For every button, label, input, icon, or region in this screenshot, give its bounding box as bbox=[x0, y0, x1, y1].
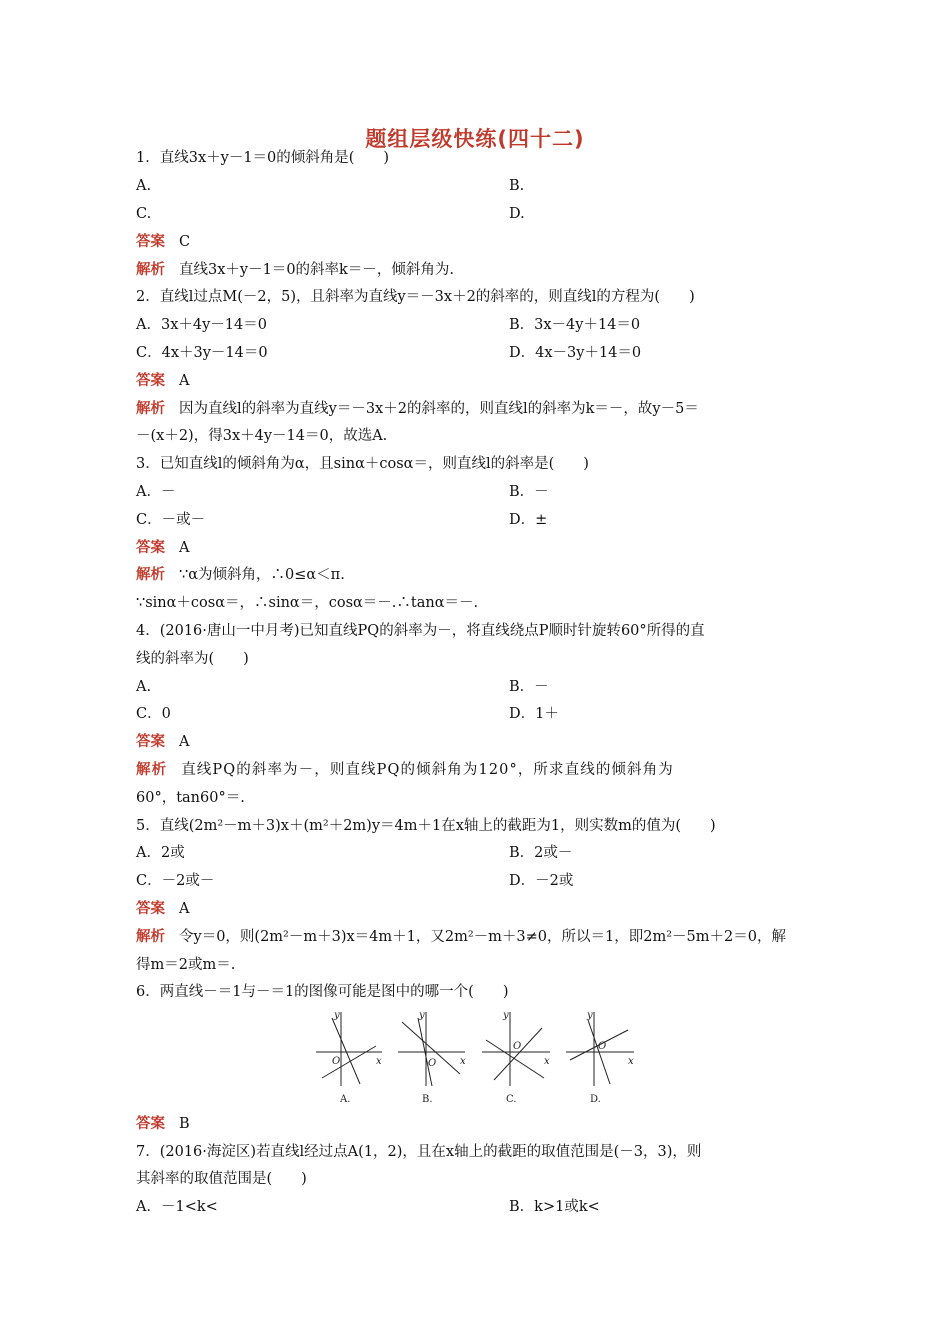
q1-stem: 1．直线3x＋y－1＝0的倾斜角是( ) bbox=[136, 150, 390, 166]
page-title: 题组层级快练(四十二) bbox=[365, 127, 585, 151]
q3-analysis bbox=[136, 565, 345, 585]
q1-option-c: C. bbox=[136, 206, 152, 222]
analysis-label: 解析 bbox=[136, 567, 165, 583]
q4-stem-1: 4．(2016·唐山一中月考)已知直线PQ的斜率为－，将直线绕点P顺时针旋转60°所得的直 bbox=[136, 623, 705, 639]
answer-label: 答案 bbox=[136, 234, 165, 250]
answer-label: 答案 bbox=[136, 734, 165, 750]
q4-option-c: C．0 bbox=[136, 706, 171, 722]
q4-analysis-text-1: 直线PQ的斜率为－，则直线PQ的倾斜角为120°，所求直线的倾斜角为 bbox=[181, 762, 674, 778]
q5-analysis bbox=[136, 927, 786, 947]
q4-analysis-text-2: 60°，tan60°＝. bbox=[136, 790, 245, 806]
answer-label: 答案 bbox=[136, 901, 165, 917]
q7-option-b: B．k>1或k< bbox=[509, 1199, 600, 1215]
q5-analysis-text-1: 令y＝0，则(2m²－m＋3)x＝4m＋1，又2m²－m＋3≠0，所以＝1，即2m²－5m＋2＝0，解 bbox=[179, 929, 786, 945]
q1-option-d: D. bbox=[509, 206, 525, 222]
figure-panel-a bbox=[316, 1012, 382, 1086]
q1-analysis-text: 直线3x＋y－1＝0的斜率k＝－，倾斜角为. bbox=[179, 262, 454, 278]
q3-option-a: A．－ bbox=[136, 484, 176, 500]
q2-option-d: D．4x－3y＋14＝0 bbox=[509, 345, 642, 361]
origin-label-a: O bbox=[332, 1056, 341, 1067]
axis-x-label-b: x bbox=[460, 1056, 466, 1067]
q5-analysis-text-2: 得m＝2或m＝. bbox=[136, 957, 236, 973]
analysis-label: 解析 bbox=[136, 929, 165, 945]
q6-answer-value: B bbox=[179, 1116, 190, 1132]
origin-label-d: O bbox=[598, 1041, 607, 1052]
q5-answer-value: A bbox=[179, 901, 190, 917]
q7-stem-1: 7．(2016·海淀区)若直线l经过点A(1，2)，且在x轴上的截距的取值范围是(－3，3)，则 bbox=[136, 1144, 702, 1160]
q2-answer-value: A bbox=[179, 373, 190, 389]
axis-y-label-a: y bbox=[334, 1010, 340, 1021]
q1-analysis bbox=[136, 260, 454, 280]
q1-option-b: B. bbox=[509, 178, 525, 194]
q2-analysis-text-2: －(x＋2)，得3x＋4y－14＝0，故选A. bbox=[136, 428, 388, 444]
axis-x-label-d: x bbox=[628, 1056, 634, 1067]
axis-y-label-c: y bbox=[503, 1010, 509, 1021]
q3-analysis-text-2: ∵sinα＋cosα＝，∴sinα＝，cosα＝－.∴tanα＝－. bbox=[136, 595, 479, 611]
q5-option-d: D．－2或 bbox=[509, 873, 574, 889]
q2-option-a: A．3x＋4y－14＝0 bbox=[136, 317, 267, 333]
answer-label: 答案 bbox=[136, 540, 165, 556]
q4-analysis bbox=[136, 760, 674, 780]
q2-analysis bbox=[136, 399, 699, 419]
q3-option-d: D．± bbox=[509, 512, 548, 528]
analysis-label: 解析 bbox=[136, 762, 168, 778]
q1-answer-value: C bbox=[179, 234, 191, 250]
q5-answer bbox=[136, 899, 189, 919]
q4-option-b: B．－ bbox=[509, 679, 549, 695]
analysis-label: 解析 bbox=[136, 262, 165, 278]
q3-answer-value: A bbox=[179, 540, 190, 556]
q6-figure bbox=[310, 1006, 640, 1106]
q3-analysis-text-1: ∵α为倾斜角，∴0≤α＜π. bbox=[179, 567, 345, 583]
figure-label-a: A. bbox=[340, 1094, 351, 1105]
figure-label-c: C. bbox=[506, 1094, 517, 1105]
q5-option-a: A．2或 bbox=[136, 845, 185, 861]
figure-label-d: D. bbox=[590, 1094, 601, 1105]
q3-option-b: B．－ bbox=[509, 484, 549, 500]
q4-option-a: A. bbox=[136, 679, 152, 695]
axis-x-label-a: x bbox=[376, 1056, 382, 1067]
q2-stem: 2．直线l过点M(－2，5)，且斜率为直线y＝－3x＋2的斜率的，则直线l的方程为( ) bbox=[136, 289, 695, 305]
q6-stem: 6．两直线－＝1与－＝1的图像可能是图中的哪一个( ) bbox=[136, 984, 509, 1000]
origin-label-c: O bbox=[513, 1041, 522, 1052]
axis-y-label-b: y bbox=[419, 1010, 425, 1021]
answer-label: 答案 bbox=[136, 1116, 165, 1132]
q5-stem: 5．直线(2m²－m＋3)x＋(m²＋2m)y＝4m＋1在x轴上的截距为1，则实数m的值为( ) bbox=[136, 818, 716, 834]
q2-answer bbox=[136, 371, 189, 391]
q4-option-d: D．1＋ bbox=[509, 706, 559, 722]
q2-option-c: C．4x＋3y－14＝0 bbox=[136, 345, 268, 361]
axis-y-label-d: y bbox=[587, 1010, 593, 1021]
q4-answer-value: A bbox=[179, 734, 190, 750]
q3-option-c: C．－或－ bbox=[136, 512, 206, 528]
q5-option-c: C．－2或－ bbox=[136, 873, 215, 889]
origin-label-b: O bbox=[428, 1058, 437, 1069]
q7-option-a: A．－1<k< bbox=[136, 1199, 218, 1215]
axis-x-label-c: x bbox=[544, 1056, 550, 1067]
q3-stem: 3．已知直线l的倾斜角为α，且sinα＋cosα＝，则直线l的斜率是( ) bbox=[136, 456, 589, 472]
analysis-label: 解析 bbox=[136, 401, 165, 417]
figure-panel-b bbox=[398, 1012, 465, 1086]
q3-answer bbox=[136, 538, 189, 558]
figure-label-b: B. bbox=[422, 1094, 433, 1105]
answer-label: 答案 bbox=[136, 373, 165, 389]
q1-answer bbox=[136, 232, 190, 252]
q6-answer bbox=[136, 1114, 190, 1134]
q2-analysis-text-1: 因为直线l的斜率为直线y＝－3x＋2的斜率的，则直线l的斜率为k＝－，故y－5＝ bbox=[179, 401, 699, 417]
q4-answer bbox=[136, 732, 189, 752]
q7-stem-2: 其斜率的取值范围是( ) bbox=[136, 1171, 307, 1187]
q5-option-b: B．2或－ bbox=[509, 845, 573, 861]
q1-option-a: A. bbox=[136, 178, 152, 194]
q2-option-b: B．3x－4y＋14＝0 bbox=[509, 317, 641, 333]
q4-stem-2: 线的斜率为( ) bbox=[136, 651, 249, 667]
